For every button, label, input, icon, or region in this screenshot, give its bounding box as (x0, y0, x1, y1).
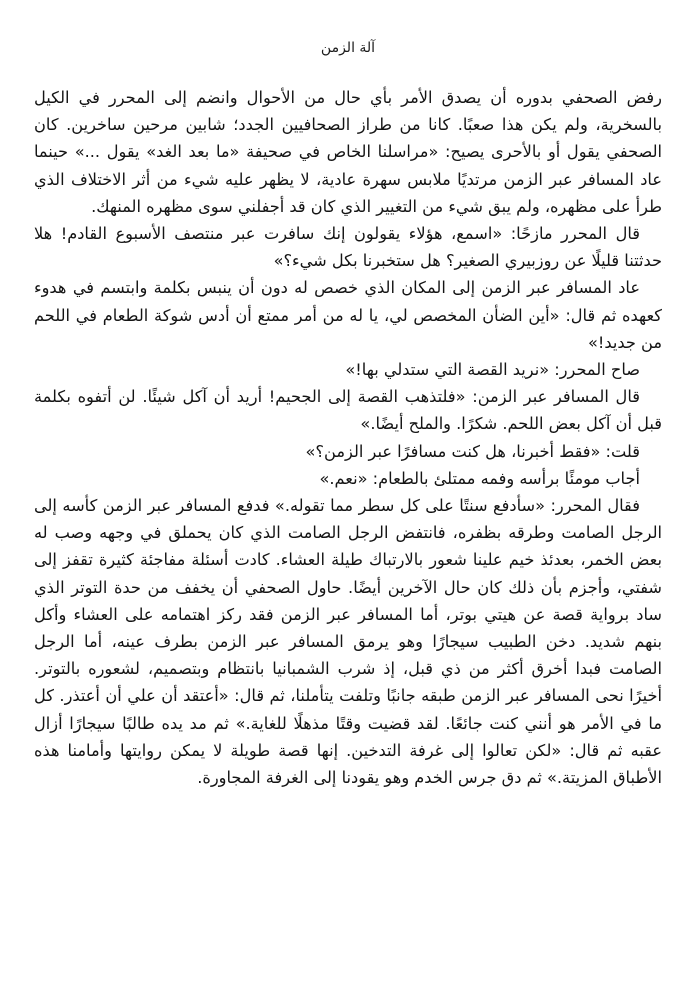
paragraph: عاد المسافر عبر الزمن إلى المكان الذي خصص له دون أن ينبس بكلمة وابتسم في هدوء كعهده ثم قال: «أين الضأن المخصص لي، يا له من أمر ممتع أن أدس شوكة الطعام في اللحم من جديد!» (34, 278, 662, 352)
paragraph: قلت: «فقط أخبرنا، هل كنت مسافرًا عبر الزمن؟» (305, 441, 640, 461)
paragraph: رفض الصحفي بدوره أن يصدق الأمر بأي حال من الأحوال وانضم إلى المحرر في الكيل بالسخرية، ولم يكن هذا صعبًا. كانا من طراز الصحافيين الجدد؛ شابين مرحين ساخرين. كان الصحفي يقول أو بالأحرى يصيح: «مراسلنا الخاص في صحيفة «ما بعد الغد» يقول ...» حينما عاد المسافر عبر الزمن مرتديًا ملابس سهرة عادية، لا يظهر عليه شيء من أثر الاختلاف الذي طرأ على مظهره، ولم يبق شيء من التغيير الذي كان قد أجفلني سوى مظهره المنهك. (34, 88, 662, 216)
paragraph: قال المسافر عبر الزمن: «فلتذهب القصة إلى الجحيم! أريد أن آكل شيئًا. لن أتفوه بكلمة قبل أن آكل بعض اللحم. شكرًا. والملح أيضًا.» (34, 387, 662, 434)
paragraph: أجاب مومئًا برأسه وفمه ممتلئ بالطعام: «نعم.» (319, 468, 640, 488)
paragraph: قال المحرر مازحًا: «اسمع، هؤلاء يقولون إنك سافرت عبر منتصف الأسبوع القادم! هلا حدثتنا قليلًا عن روزبيري الصغير؟ هل ستخبرنا بكل شيء؟» (34, 224, 662, 271)
running-title: آلة الزمن (320, 40, 376, 56)
body-text (34, 84, 662, 791)
paragraph: فقال المحرر: «سأدفع سنتًا على كل سطر مما تقوله.» فدفع المسافر عبر الزمن كأسه إلى الرجل الصامت وطرقه بظفره، فانتفض الرجل الصامت الذي كان يحملق في وجهه وصب له بعض الخمر، بعدئذ خيم علينا شعور بالارتباك طيلة العشاء. كادت أسئلة مفاجئة كثيرة تقفز إلى شفتي، وأجزم بأن ذلك كان حال الآخرين أيضًا. حاول الصحفي أن يخفف من حدة التوتر الذي ساد برواية قصة عن هيتي بوتر، أما المسافر عبر الزمن فقد ركز اهتمامه على العشاء وأكل بنهم شديد. دخن الطبيب سيجارًا وهو يرمق المسافر عبر الزمن بطرف عينه، أما الرجل الصامت فبدا أخرق أكثر من ذي قبل، إذ شرب الشمبانيا بانتظام وبتصميم، لشعوره بالتوتر. أخيرًا نحى المسافر عبر الزمن طبقه جانبًا وتلفت يتأملنا، ثم قال: «أعتقد أن علي أن أعتذر. كل ما في الأمر هو أنني كنت جائعًا. لقد قضيت وقتًا مذهلًا للغاية.» ثم مد يده طالبًا سيجارًا أزال عقبه ثم قال: «لكن تعالوا إلى غرفة التدخين. إنها قصة طويلة لا يمكن روايتها وأمامنا هذه الأطباق المزيتة.» ثم دق جرس الخدم وهو يقودنا إلى الغرفة المجاورة. (34, 496, 662, 788)
paragraph: صاح المحرر: «نريد القصة التي ستدلي بها!» (345, 360, 640, 380)
